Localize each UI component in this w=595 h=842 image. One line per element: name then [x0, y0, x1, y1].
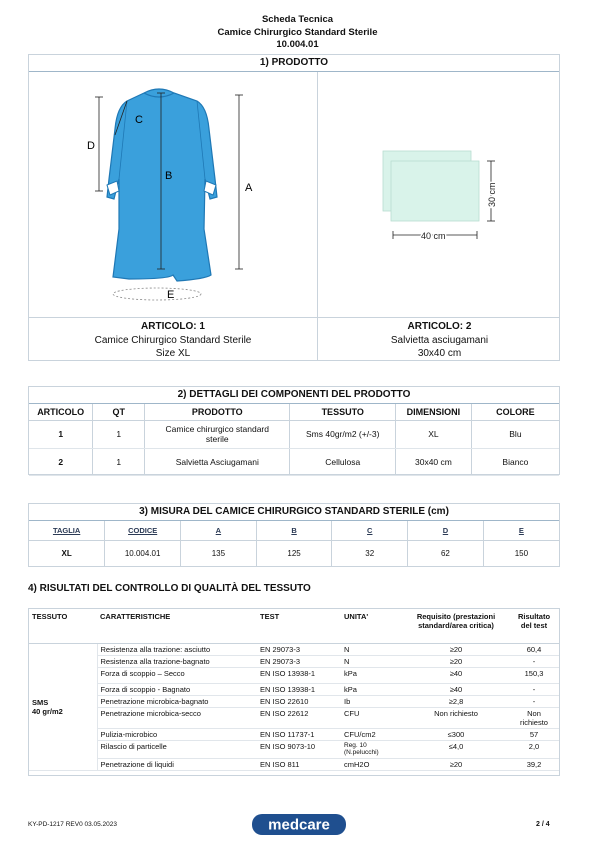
document-header [0, 14, 595, 52]
footer-document-code: KY-PD-1217 REV0 03.05.2023 [28, 821, 118, 828]
table-header-cell: C [332, 521, 408, 540]
table-cell: Cellulosa [290, 448, 396, 475]
section-quality-results-title: 4) RISULTATI DEL CONTROLLO DI QUALITÀ DEL TESSUTO [28, 583, 311, 594]
section-product-hline [29, 317, 559, 318]
table-row [29, 655, 559, 667]
component-details-table [29, 404, 559, 476]
gown-label-b: B [165, 170, 173, 182]
footer-page-number: 2 / 4 [536, 821, 550, 828]
section-component-details-title: 2) DETTAGLI DEI COMPONENTI DEL PRODOTTO [29, 387, 559, 404]
header-code: 10.004.01 [276, 39, 319, 50]
table-cell: cmH2O [341, 758, 403, 770]
table-header-cell: PRODOTTO [145, 404, 290, 420]
table-cell: EN ISO 9073-10 [257, 740, 341, 758]
section-gown-measurements [28, 503, 560, 567]
table-cell: Non richiesto [403, 707, 509, 728]
table-cell: ≥40 [403, 667, 509, 683]
table-cell: 1 [93, 420, 145, 448]
section-component-details [28, 386, 560, 475]
table-cell: N [341, 655, 403, 667]
towel-illustration [379, 147, 509, 247]
section-product [28, 54, 560, 361]
article-1-label: ARTICOLO: 1 [141, 321, 205, 332]
table-cell: ≥2,8 [403, 695, 509, 707]
table-cell: ≥40 [403, 683, 509, 695]
material-weight: 40 gr/m2 [32, 706, 63, 716]
table-row [29, 540, 559, 566]
table-cell: EN ISO 13938-1 [257, 683, 341, 695]
material-name: SMS [32, 697, 49, 707]
table-header-cell: TESSUTO [290, 404, 396, 420]
table-cell: kPa [341, 667, 403, 683]
section-product-title: 1) PRODOTTO [29, 55, 559, 72]
table-header-cell: Risultato del test [509, 609, 559, 643]
table-header-cell: CODICE [105, 521, 181, 540]
table-cell: Forza di scoppio – Secco [97, 667, 257, 683]
table-header-cell: TESSUTO [29, 609, 97, 643]
table-row [29, 667, 559, 683]
gown-hem-ellipse [113, 288, 201, 300]
table-cell: ≥20 [403, 643, 509, 655]
table-cell: - [509, 695, 559, 707]
table-header-cell: QT [93, 404, 145, 420]
gown-illustration [89, 79, 259, 311]
table-cell: Resistenza alla trazione-bagnato [97, 655, 257, 667]
header-title: Scheda Tecnica [261, 14, 334, 25]
table-cell: - [509, 683, 559, 695]
gown-body [107, 89, 217, 281]
table-header-cell: Requisito (prestazioni standard/area critica) [403, 609, 509, 643]
table-header-cell: D [408, 521, 484, 540]
table-cell: 57 [509, 728, 559, 740]
header-product-name: Camice Chirurgico Standard Sterile [217, 26, 378, 38]
table-header-cell: E [483, 521, 559, 540]
table-cell: CFU [341, 707, 403, 728]
table-cell: EN ISO 22612 [257, 707, 341, 728]
table-cell: Rilascio di particelle [97, 740, 257, 758]
section-gown-measurements-title: 3) MISURA DEL CAMICE CHIRURGICO STANDARD STERILE (cm) [29, 504, 559, 521]
table-cell: Penetrazione microbica-bagnato [97, 695, 257, 707]
table-header-row [29, 521, 559, 540]
table-cell: ≥20 [403, 655, 509, 667]
table-cell: 39,2 [509, 758, 559, 770]
table-cell: Bianco [471, 448, 559, 475]
table-cell: 2,0 [509, 740, 559, 758]
table-cell: 150,3 [509, 667, 559, 683]
table-cell: 2 [29, 448, 93, 475]
table-cell: Ib [341, 695, 403, 707]
table-header-cell: TEST [257, 609, 341, 643]
table-cell: Penetrazione di liquidi [97, 758, 257, 770]
table-cell: Reg. 10 (N.pelucchi) [341, 740, 403, 758]
table-cell: Sms 40gr/m2 (+/-3) [290, 420, 396, 448]
article-2 [318, 320, 561, 361]
section-quality-results [28, 608, 560, 776]
towel-height-label: 30 cm [487, 182, 497, 207]
table-cell: EN ISO 13938-1 [257, 667, 341, 683]
table-cell: Pulizia-microbico [97, 728, 257, 740]
article-1-name: Camice Chirurgico Standard Sterile [94, 334, 252, 346]
table-row [29, 683, 559, 695]
table-cell: Salvietta Asciugamani [145, 448, 290, 475]
table-row [29, 643, 559, 655]
table-header-cell: CARATTERISTICHE [97, 609, 257, 643]
table-header-cell: DIMENSIONI [396, 404, 472, 420]
table-header-cell: COLORE [471, 404, 559, 420]
table-cell: 32 [332, 540, 408, 566]
table-cell: - [509, 655, 559, 667]
table-cell: 62 [408, 540, 484, 566]
table-header-cell: ARTICOLO [29, 404, 93, 420]
gown-label-a: A [245, 182, 253, 194]
table-cell: Camice chirurgico standard sterile [145, 420, 290, 448]
table-cell: 1 [29, 420, 93, 448]
table-header-cell: B [256, 521, 332, 540]
table-cell: ≤4,0 [403, 740, 509, 758]
table-cell: CFU/cm2 [341, 728, 403, 740]
table-cell: Blu [471, 420, 559, 448]
article-1 [29, 320, 317, 361]
article-2-size: 30x40 cm [417, 348, 462, 359]
gown-label-c: C [135, 114, 143, 126]
table-cell: ≥20 [403, 758, 509, 770]
table-cell: 1 [93, 448, 145, 475]
table-cell: EN ISO 11737-1 [257, 728, 341, 740]
medcare-logo [251, 813, 347, 836]
table-cell: 150 [514, 548, 529, 558]
table-cell: Non richiesto [509, 707, 559, 728]
table-cell: EN 29073-3 [257, 655, 341, 667]
table-cell: EN ISO 811 [257, 758, 341, 770]
table-cell: ≤300 [403, 728, 509, 740]
table-cell: EN 29073-3 [257, 643, 341, 655]
table-header-row [29, 404, 559, 420]
table-row [29, 420, 559, 448]
gown-measurements-table [29, 521, 559, 566]
table-cell: 125 [256, 540, 332, 566]
table-cell: Penetrazione microbica-secco [97, 707, 257, 728]
quality-results-table [29, 609, 559, 771]
table-cell: XL [29, 540, 105, 566]
article-2-label: ARTICOLO: 2 [407, 321, 472, 332]
table-cell: EN ISO 22610 [257, 695, 341, 707]
table-row [29, 448, 559, 475]
article-2-name: Salvietta asciugamani [390, 334, 489, 346]
table-cell: 10.004.01 [105, 540, 181, 566]
table-header-cell: UNITA' [341, 609, 403, 643]
table-row [29, 707, 559, 728]
towel-width-label: 40 cm [421, 231, 446, 241]
logo-text: medcare [268, 816, 330, 834]
table-cell: XL [396, 420, 472, 448]
table-row [29, 740, 559, 758]
table-header-cell: TAGLIA [29, 521, 105, 540]
gown-label-d: D [87, 140, 95, 152]
table-header-row [29, 609, 559, 643]
table-header-cell: A [181, 521, 257, 540]
table-row [29, 728, 559, 740]
table-row [29, 695, 559, 707]
material-cell [29, 643, 97, 770]
table-cell: 135 [181, 540, 257, 566]
table-cell: Resistenza alla trazione: asciutto [97, 643, 257, 655]
article-1-size: Size XL [155, 348, 191, 359]
table-cell: kPa [341, 683, 403, 695]
gown-label-e: E [167, 289, 175, 301]
table-cell: N [341, 643, 403, 655]
table-cell: 60,4 [509, 643, 559, 655]
towel-front [391, 161, 479, 221]
table-cell: Forza di scoppio - Bagnato [97, 683, 257, 695]
table-cell: 30x40 cm [396, 448, 472, 475]
table-row [29, 758, 559, 770]
